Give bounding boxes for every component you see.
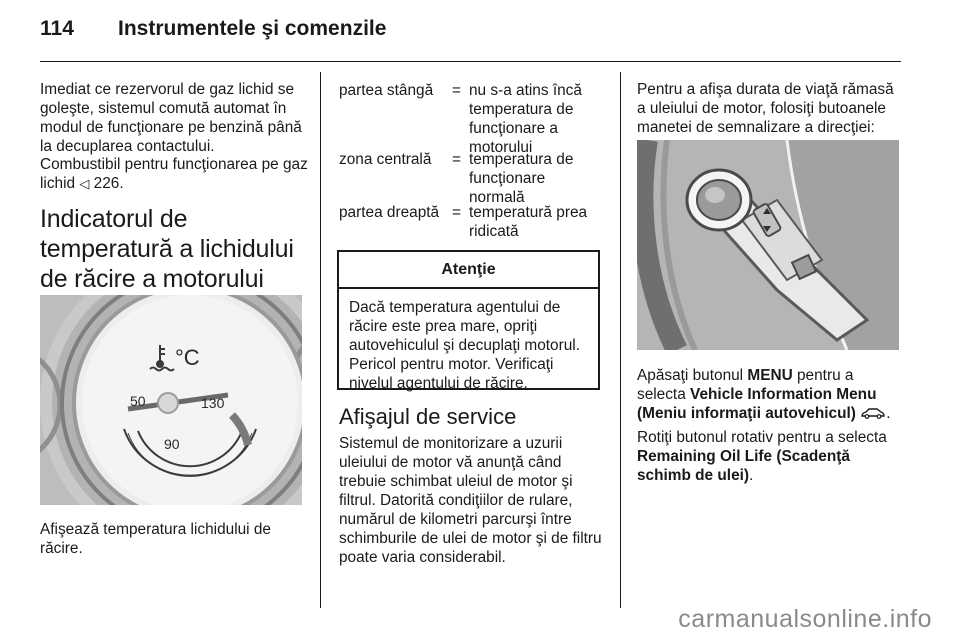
- menu-instruction-mid: pentru a selecta: [637, 367, 854, 403]
- page-section-title: Instrumentele şi comenzile: [118, 17, 387, 40]
- menu-instruction: Apăsaţi butonul MENU pentru a selecta Vehicle Information Menu (Meniu informaţii autovehicul) .: [637, 367, 891, 422]
- caution-body: Dacă temperatura agentului de răcire este prea mare, opriţi autovehiculul şi decuplaţi motorul. Pericol pentru motor. Verificaţi nivelul agentului de răcire.: [349, 299, 580, 392]
- car-icon: [860, 407, 886, 419]
- turn-signal-lever-figure: [637, 140, 899, 350]
- lpg-paragraph: Imediat ce rezervorul de gaz lichid se goleşte, sistemul comută automat în modul de funcţionare pe benzină până la decuplarea contactului.: [40, 81, 302, 155]
- definition-term: partea dreaptă: [339, 204, 440, 221]
- definition-equals: =: [452, 151, 461, 168]
- column-divider-2: [620, 72, 621, 608]
- page-reference-number: 226.: [93, 175, 124, 192]
- gauge-tick-130: 130: [201, 395, 225, 411]
- definition-equals: =: [452, 82, 461, 99]
- caution-box: [337, 250, 600, 390]
- caution-title: Atenţie: [339, 252, 598, 289]
- coolant-heading: Indicatorul de temperatură a lichidului de răcire a motorului: [40, 205, 294, 293]
- gauge-tick-90: 90: [164, 436, 180, 452]
- column-divider-1: [320, 72, 321, 608]
- definition-term: partea stângă: [339, 82, 434, 99]
- rotate-instruction: [637, 428, 905, 485]
- vehicle-info-menu-label: Vehicle Information Menu (Meniu informaţii autovehicul): [637, 386, 877, 422]
- page-number: 114: [40, 17, 74, 40]
- remaining-oil-life-label: Remaining Oil Life (Scadenţă schimb de ulei): [637, 448, 850, 484]
- definition-term: zona centrală: [339, 151, 432, 168]
- definition-equals: =: [452, 204, 461, 221]
- service-display-heading: Afişajul de service: [339, 404, 517, 429]
- coolant-gauge-svg: [40, 295, 302, 505]
- watermark-text: carmanualsonline.info: [678, 605, 932, 633]
- gauge-unit-label: °C: [175, 345, 200, 370]
- definition-text: nu s-a atins încă temperatura de funcţionare a motorului: [469, 82, 582, 156]
- service-display-paragraph: Sistemul de monitorizare a uzurii uleiului de motor vă anunţă când trebuie schimbat uleiul de motor şi filtrul. Datorită condiţiilor de rulare, numărul de kilometri parcurşi între schimburile de ulei de motor şi de filtru poate varia considerabil.: [339, 435, 602, 566]
- turn-signal-lever-svg: [637, 140, 899, 350]
- coolant-gauge-figure: [40, 295, 302, 505]
- gauge-caption: Afişează temperatura lichidului de răcire.: [40, 521, 271, 557]
- fuel-reference-paragraph: [40, 155, 310, 194]
- menu-instruction-prefix: Apăsaţi butonul: [637, 367, 744, 384]
- menu-button-label: MENU: [747, 367, 793, 384]
- rotate-instruction-suffix: .: [749, 467, 754, 484]
- gauge-tick-50: 50: [130, 393, 146, 409]
- header-rule: [40, 61, 901, 62]
- page-reference-icon: ◁: [79, 177, 90, 192]
- definition-text: temperatura de funcţionare normală: [469, 151, 574, 206]
- definition-text: temperatură prea ridicată: [469, 204, 588, 240]
- oil-life-intro: Pentru a afişa durata de viaţă rămasă a uleiului de motor, folosiţi butoanele manetei de semnalizare a direcţiei:: [637, 81, 894, 136]
- watermark: [0, 605, 960, 634]
- fuel-reference-text: Combustibil pentru funcţionarea pe gaz lichid: [40, 156, 308, 192]
- rotate-instruction-prefix: Rotiţi butonul rotativ pentru a selecta: [637, 429, 887, 446]
